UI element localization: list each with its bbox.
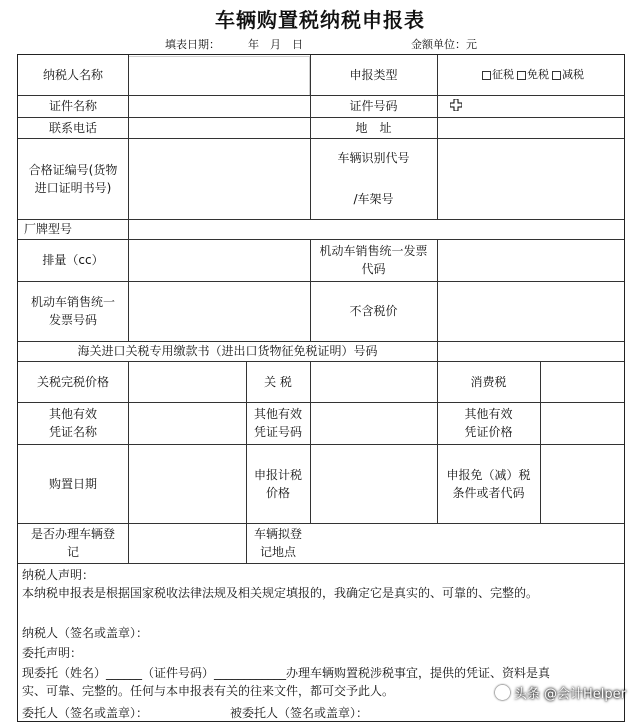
label-other-cert-price: 其他有效 凭证价格 [464,407,513,439]
crosshair-cursor-icon [450,99,462,111]
label-other-cert-name: 其他有效 凭证名称 [48,407,97,439]
label-tariff: 关 税 [264,374,292,389]
label-cert-name: 证件名称 [48,99,97,113]
entruster-signature: 委托人（签名或盖章）： [22,706,149,720]
label-invoice-no: 机动车销售统一 发票号码 [30,295,115,327]
label-exempt-code: 申报免（减）税 条件或者代码 [446,467,531,500]
entrust-title: 委托声明： [22,646,83,660]
label-customs: 海关进口关税专用缴款书（进出口货物征免税证明）号码 [77,344,378,358]
entrust-line-2: 实、可靠、完整的。任何与本申报表有关的往来文件，都可交予此人。 [22,684,395,698]
option-tax: 征税 [492,68,514,81]
exempt-checkbox[interactable] [517,71,526,80]
taxpayer-declaration-title: 纳税人声明： [22,568,95,582]
label-brand-model: 厂牌型号 [23,222,72,236]
label-reg-place: 车辆拟登 记地点 [253,527,302,559]
label-customs-value: 关税完税价格 [36,374,109,389]
label-declare-type: 申报类型 [349,68,398,82]
label-tax-price: 申报计税 价格 [253,467,302,500]
label-displacement: 排量（cc） [42,253,104,267]
declare-type-options [437,55,625,95]
watermark-text: 头条 @会计Helper [513,687,626,702]
amount-unit: 金额单位：元 [411,38,477,51]
taxpayer-signature: 纳税人（签名或盖章）： [22,626,149,640]
form-title: 车辆购置税纳税申报表 [215,8,425,32]
watermark-logo-icon [495,685,510,700]
label-cert-no: 证件号码 [349,99,398,113]
label-taxpayer-name: 纳税人名称 [42,68,103,82]
fill-date-value: 年 月 日 [248,38,303,51]
label-purchase-date: 购置日期 [48,476,97,491]
fill-date-label: 填表日期： [165,38,220,51]
taxpayer-name-input[interactable] [128,56,310,96]
tax-checkbox[interactable] [482,71,491,80]
tax-form [17,54,625,722]
label-cert-number: 合格证编号(货物 进口证明书号) [28,162,118,195]
entrust-line-1: 现委托（姓名）______（证件号码）____________办理车辆购置税涉税事宜，提供的凭证、资料是真 [22,666,551,680]
option-exempt: 免税 [527,68,549,81]
entrustee-signature: 被委托人（签名或盖章）： [230,706,369,720]
label-address: 地 址 [355,120,392,135]
label-vin: 车辆识别代号 /车架号 [337,151,410,206]
reduce-checkbox[interactable] [552,71,561,80]
label-consumption-tax: 消费税 [470,374,507,389]
option-reduce: 减税 [562,68,584,81]
label-invoice-code: 机动车销售统一发票 代码 [319,244,428,276]
taxpayer-declaration-text: 本纳税申报表是根据国家税收法律法规及相关规定填报的，我确定它是真实的、可靠的、完整的。 [22,586,539,600]
label-price-no-tax: 不含税价 [349,304,398,318]
watermark [495,683,626,702]
label-register: 是否办理车辆登 记 [30,527,115,559]
label-phone: 联系电话 [48,120,97,135]
label-other-cert-no: 其他有效 凭证号码 [253,407,302,439]
